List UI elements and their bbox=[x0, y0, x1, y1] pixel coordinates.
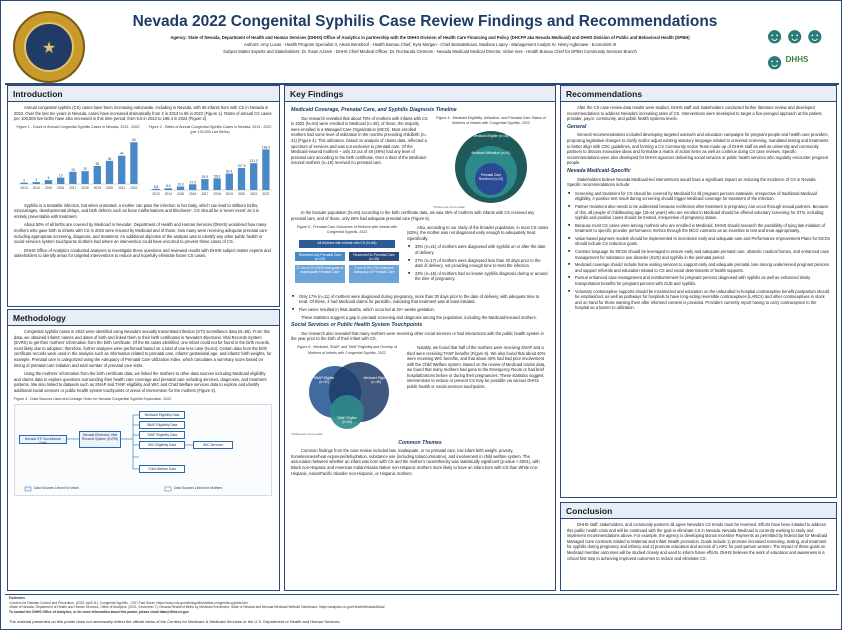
recommendations-paragraph-1: After the CS case review data results were studied, DHHS staff and stakeholders conducted further literature review and developed recommendations to address Nevada's increasing rates of CS. Interventions were developed to target a five-pronged approach at the patient, provider, payor, community, and public health systems levels. bbox=[567, 105, 823, 122]
x-tick-label: 2019 bbox=[93, 186, 101, 191]
flow5-top: All Mothers with Infants with CS (N=64) bbox=[299, 240, 395, 248]
methodology-title: Methodology bbox=[8, 310, 279, 326]
flow5-unknown: 2 out of 29 (7%) Unknown Adequacy of Prenatal Care bbox=[349, 265, 399, 283]
methodology-paragraph-2: Using the mothers' information from the birth certificate data, we linked the mothers to other data sources including Medicaid eligibility and claims data to explore questions surrounding their health care coverage and prenatal care including services, diagnoses, and treatment patterns. We also linked to datasets such as SNAP and TANF eligibility and WIC and Child Welfare services data to explore and identify additional social services or public health system touchpoints or areas of intervention for the mothers (Figure 3). bbox=[14, 371, 267, 393]
venn6-label-c: TANF Eligible (n=19) bbox=[337, 416, 357, 425]
bar-2014 bbox=[33, 182, 40, 184]
venn6-label-b: Medicaid Eligible (n=48) bbox=[363, 376, 389, 385]
x-tick-label: 2013 bbox=[20, 186, 28, 191]
figure-6-venn-diagram bbox=[291, 358, 403, 432]
venn4-label-a: Medicaid Eligible (n=48) bbox=[473, 133, 509, 138]
bar-value-label: 44 bbox=[119, 152, 124, 157]
x-tick-label: 2018 bbox=[213, 191, 221, 196]
bar-value-label: 80.4 bbox=[226, 169, 233, 174]
bar-2022 bbox=[130, 143, 137, 185]
diagnosis-bullet: ■ Only 17% (n=11) of mothers were diagnosed during pregnancy, more than 30 days prior to the date of delivery, with adequate time to treat. Of these, 4 had Medicaid claims for penicillin, indicating that treatment was at least initiated. bbox=[291, 294, 549, 305]
intro-paragraph-3: About 50% of all births are covered by Medicaid in Nevada². Department of Health and Human Services (DHHS) wondered how many mothers who gave birth to infants with CS in 2022 were insured by Medicaid and of those, how many were receiving adequate prenatal care including appropriate screening, diagnosis, and treatment. An additional objective of the analysis was to identify any other public health or social services system touchpoints mothers had where an intervention could have occurred to prevent these cases of CS. bbox=[14, 222, 268, 245]
flow-wic-eligibility: WIC Eligibility Data bbox=[139, 441, 185, 449]
bar-2014 bbox=[165, 188, 172, 190]
bar-2016 bbox=[57, 178, 64, 184]
x-tick-label: 2020 bbox=[237, 191, 246, 196]
x-tick-label: 2022 bbox=[130, 186, 138, 191]
diagnosis-bullet: ■ 23% (n=15) of mothers had no known syphilis diagnosis during or around the time of pregnancy. bbox=[407, 271, 549, 282]
diagnosis-bullet: ■ 27% (n=17) of mothers were diagnosed less than 30 days prior to the date of delivery, not providing enough time to treat the infection. bbox=[407, 258, 549, 269]
flow-medicaid-eligibility: Medicaid Eligibility Data bbox=[139, 411, 185, 419]
recommendation-bullet: ■ Partner treatment also needs to be addressed because reinfection after treatment in pregnancy can occur through sexual partners. Because of this, all people of childbearing age (15-44 years) who are enrolled in Medicaid should be offered voluntary screening for STIs, including syphilis and positive cases should be treated, irrespective of pregnancy status. bbox=[567, 204, 830, 221]
bar-value-label: 16.9 bbox=[177, 182, 184, 187]
conclusion-paragraph: DHHS staff, stakeholders, and community partners all agree Nevada's CS trends must be reversed. Efforts have been initiated to address this public health crisis and will be continued with the goal to eliminate CS in Nevada. Nevada Medicaid is currently working to study and implement recommendations above. For example, the agency is developing Bonus Incentive Payments as permitted by federal law for Medicaid Managed Care contracts related to Maternal and Infant Health promotion. Goals include 1) promote increased screening, testing, and treatment for syphilis during pregnancy and infancy and 2) promote education and access of LARC for post-partum women. The impact of these goals on Medicaid member outcomes will be studied closely and used to inform future efforts. DHHS believes the work of education and awareness is a critical first step to achieving improved outcomes to reduce and eliminate CS. bbox=[567, 522, 828, 561]
bar-2015 bbox=[177, 187, 184, 190]
key-findings-panel bbox=[284, 85, 556, 591]
bar-2018 bbox=[81, 172, 88, 185]
diagnosis-bullet: ■ Five cases resulted in fetal deaths, which occurred at 20+ weeks gestation. bbox=[291, 307, 549, 313]
key-findings-title: Key Findings bbox=[285, 86, 555, 102]
experts-line: Subject Matter Experts and Stakeholders: Dr. Ihsan Azzam - DHHS Chief Medical Officer, Dr. Rochanda Clemons - Nevada Medicaid Medical Director, Vickie Ives - Health Bureau Chief for DPBH Community Services Branch bbox=[223, 49, 637, 55]
key-findings-paragraph-6: Notably, we found that half of the mothers were receiving SNAP and a third were receiving TANF benefits (Figure 6). We also found that about 40% were receiving WIC benefits, and that about 40% had had prior involvement with the Child Welfare system. Based on the review of Medicaid claims data, we found that many mothers had gone to the Emergency Room or had brief hospitalizations before or during their pregnancies. These statistics suggest interventions to reduce or prevent CS may be possible via various DHHS public health or social services touchpoints. bbox=[407, 344, 546, 390]
legend-mothers: Data Sources Linked for Mothers bbox=[174, 486, 223, 491]
recommendation-bullet: ■ Because most CS cases were among mothers who are enrolled in Medicaid, DHHS should research the possibility of tying late initiation of treatment to specific provider performance metrics through the MCO contracts as an incentive to test and treat appropriately. bbox=[567, 223, 830, 234]
x-tick-label: 2017 bbox=[69, 186, 77, 191]
flow-snap-eligibility: SNAP Eligibility Data bbox=[139, 421, 185, 429]
bar-2013 bbox=[20, 183, 27, 184]
key-findings-paragraph-7: Common findings from the case review included late, inadequate, or no prenatal care, low infant birth weight, poverty, homelessness/heat exposure/dehydration, substance use (including tobacco/nicotine), and involvement in child welfare system. The association between whether an infant was born with CS and the mother's race/ethnicity was statistically significant (p-value <.0001), with Black non-Hispanic and American Indian/Alaska Native non-Hispanic mothers more likely to have an infant born with CS than White non-Hispanic, Asian/Pacific Islander non-Hispanic, or Hispanic mothers. bbox=[291, 448, 540, 476]
flow-evrs: Nevada Electronic Vital Records System (EVRS) bbox=[79, 431, 121, 448]
figure-2-bar-chart bbox=[146, 138, 274, 198]
figure-5-flowchart bbox=[291, 238, 403, 294]
key-findings-subheading-2: Social Services or Public Health System Touchpoints bbox=[291, 322, 423, 329]
bar-2016 bbox=[189, 184, 196, 190]
introduction-panel bbox=[7, 85, 280, 307]
bar-value-label: 2 bbox=[23, 179, 25, 184]
recommendations-panel bbox=[560, 85, 837, 498]
bar-2013 bbox=[152, 189, 159, 190]
footnotes-heading: Footnotes bbox=[9, 596, 25, 600]
key-findings-subheading-3: Common Themes bbox=[398, 439, 442, 446]
x-tick-label: 2016 bbox=[57, 186, 65, 191]
bar-2017 bbox=[201, 179, 208, 190]
key-findings-subheading-1: Medicaid Coverage, Prenatal Care, and Syphilis Diagnosis Timeline bbox=[291, 107, 457, 113]
recommendations-paragraph-2: General recommendations included developing targeted outreach and education campaigns for pregnant people and health care providers, proposing legislative changes to clarify and/or adjust existing statutory language related to universal screening, mandated testing and treatments to better align with CDC guidelines, and forming a CS Community Action Team made up of DHHS staff as well as university and community partners to discuss innovative ideas and formulate a matrix of action items as well as continue doing CS case reviews. Specific recommendations were also developed for DHHS agencies delivering social services or public health services who regularly encounter pregnant people. bbox=[567, 132, 829, 166]
figure-1-caption: Figure 1 - Count of Annual Congenital Syphilis Cases in Nevada, 2013 - 2022 bbox=[16, 124, 140, 129]
figure-3-flowchart bbox=[14, 404, 272, 496]
recommendation-bullet: ■ Contract language for MCOs should be leveraged to ensure early and adequate prenatal care, obstetric medical homes, and enhanced case management for substance use disorder (SUD) and syphilis in the perinatal period. bbox=[567, 249, 830, 260]
footnote-1: ¹Centers for Disease Control and Prevention. (2023, April 11). Congenital Syphilis - CDC Fact Sheet. https://www.cdc.gov/std/syphilis/stdfact-congenital-syphilis.htm bbox=[9, 600, 248, 605]
x-tick-label: 2013 bbox=[152, 191, 160, 196]
recommendation-bullet: ■ Medicaid coverage should include home visiting services to support early and adequate prenatal care among underserved pregnant persons and support referrals and education related to CS and social determinants of health supports. bbox=[567, 262, 830, 273]
intro-paragraph-4: DHHS Office of Analytics conducted analyses to investigate these questions and reviewed results with DHHS subject matter experts and stakeholders to identify areas for targeted interventions to reduce and hopefully eliminate future CS cases. bbox=[14, 247, 271, 259]
key-findings-paragraph-3: Also, according to our study of the broader population, in most CS cases (83%), the mother was not diagnosed early enough to adequately treat. Specifically: bbox=[407, 224, 549, 241]
flow-wic-services: WIC Services bbox=[193, 441, 233, 449]
introduction-title: Introduction bbox=[8, 86, 279, 102]
bar-value-label: 10 bbox=[58, 173, 63, 178]
bar-2021 bbox=[118, 156, 125, 184]
bar-2015 bbox=[45, 181, 52, 185]
figure-4-note: *Circles are not to scale bbox=[433, 204, 465, 209]
bar-2022 bbox=[262, 149, 269, 190]
bar-2018 bbox=[213, 178, 220, 190]
bar-value-label: 19 bbox=[71, 168, 75, 173]
bar-2020 bbox=[238, 168, 245, 190]
bar-2019 bbox=[226, 174, 233, 190]
agency-line: Agency: State of Nevada, Department of Health and Human Services (DHHS) Office of Analytics in partnership with the DHHS Division of Health Care Financing and Policy (DHCFP aka Nevada Medicaid) and DHHS Division of Public and Behavioral Health (DPBH) bbox=[170, 35, 690, 40]
x-tick-label: 2015 bbox=[176, 191, 185, 196]
dhhs-logo-text: DHHS bbox=[785, 55, 809, 64]
diagnosis-bullet: ■ 33% (n=21) of mothers were diagnosed with syphilis on or after the date of delivery. bbox=[407, 244, 549, 255]
bar-value-label: 107.5 bbox=[237, 163, 246, 168]
methodology-paragraph-1: Congenital syphilis cases in 2022 were identified using Nevada's sexually transmitted infection (STI) surveillance data (N=65). From this data, we obtained infants' names and dates of birth and linked them to their birth certificates in Nevada's Electronic Vital Records System (EVRS) to get their mothers' information from the birth certificate. Of the 65 cases identified, one infant could not be found in the birth records, most likely due to adoption; therefore, further analyses were performed based on a total of one less case (N=64). Certain data from the birth certificate records were used in the analysis such as information related to prenatal care, infants' gestational age, and infants' birth weights, for example. Prenatal care is categorized using the Adequacy of Prenatal Care Utilization Index, which calculates a summary score based on timing of prenatal care initiation and total number of prenatal care visits. bbox=[14, 329, 272, 368]
footnote-2: ²State of Nevada, Department of Health and Human Services, Office of Analytics. (2021, December 7). Nevada Resident Births by Medicaid Enrollment, State of Nevada and Nevada Medicaid Website Dashboard. https://analytics.nv.gov/Health/MedicaidData/ bbox=[9, 605, 385, 610]
key-findings-paragraph-1: Our research revealed that about 75% of mothers with infants with CS in 2022 (N=64) were enrolled in Medicaid (n=48); of those, the majority were enrolled in a Managed Care Organization (MCO). Most enrolled mothers had some level of utilization in the months preceding childbirth (n= 41) (Figure 4). This utilization, based on analysis of claims data, reflected a spectrum of services and was not exclusive to prenatal care. Of the Medicaid-insured mothers – only 22 out of 48 (46%) had any level of prenatal care according to the birth certificate. Over a third of the Medicaid-insured mothers (n=19) received no prenatal care. bbox=[291, 115, 428, 166]
dhhs-logo bbox=[757, 19, 837, 79]
flow5-no-care: Received No Prenatal Care (n=35) bbox=[349, 252, 399, 261]
disclaimer: The material presented on this poster does not necessarily reflect the official views of the Centers for Medicare & Medicaid Services or the U.S. Department of Health and Human Services. bbox=[9, 619, 341, 624]
recommendation-bullet: ■ Value-based payment models should be implemented to incentivize early and adequate care and Performance Improvement Plans for MCOs should include CS reduction goals. bbox=[567, 236, 830, 247]
key-findings-paragraph-5: Our research also revealed that many mothers were receiving other social services or had interactions with the public health system in the year prior to the birth of their infant with CS. bbox=[291, 330, 544, 342]
venn4-label-c: Prenatal Care Received (n=22) bbox=[478, 172, 504, 181]
bar-value-label: 3 bbox=[35, 178, 38, 183]
venn4-label-b: Medicaid Utilization (n=41) bbox=[471, 150, 511, 155]
intro-paragraph-2: Syphilis is a treatable infection, but when untreated, a mother can pass the infection to her baby, which can lead to stillborn births, miscarriages, developmental delays, and birth defects such as bone malformations and blindness¹. CS should be a 'never event' as it is entirely preventable with treatment. bbox=[14, 202, 259, 219]
poster-header bbox=[5, 5, 839, 85]
x-tick-label: 2015 bbox=[44, 186, 53, 191]
flow-sti-surveillance: Nevada STI Surveillance Data bbox=[19, 435, 67, 444]
x-tick-label: 2017 bbox=[201, 191, 209, 196]
figure-6-note: *Circles are not to scale bbox=[291, 432, 323, 437]
x-tick-label: 2022 bbox=[262, 191, 270, 196]
key-findings-paragraph-2: In the broader population (N=64) according to the birth certificate data, we saw 45% of mothers with infants with CS received any prenatal care, and of those, only 26% had adequate prenatal care (Figure 5). bbox=[291, 210, 535, 221]
methodology-panel bbox=[7, 309, 280, 591]
footnotes bbox=[5, 594, 839, 618]
bar-2017 bbox=[69, 172, 76, 184]
bar-2019 bbox=[94, 166, 101, 184]
x-tick-label: 2014 bbox=[32, 186, 40, 191]
bar-value-label: 5.8 bbox=[153, 184, 159, 189]
recommendations-paragraph-3: Stakeholders believe Nevada Medicaid-led interventions would have a significant impact on reducing the incidence of CS in Nevada. Specific recommendations include: bbox=[567, 176, 817, 188]
flow5-any-care: Received Any Prenatal Care (n=29) bbox=[295, 252, 345, 261]
x-tick-label: 2016 bbox=[189, 191, 197, 196]
x-tick-label: 2014 bbox=[164, 191, 172, 196]
x-tick-label: 2020 bbox=[105, 186, 114, 191]
x-tick-label: 2018 bbox=[81, 186, 89, 191]
flow5-adequacy: 27 out of 29 (93%) Adequate or Inadequate Prenatal Care bbox=[295, 265, 345, 283]
venn6-label-a: SNAP Eligible (n=32) bbox=[313, 376, 335, 385]
legend-infant: Data Sources Linked for Infant bbox=[34, 486, 79, 491]
flow-child-welfare: Child Welfare Data bbox=[139, 465, 185, 473]
conclusion-title: Conclusion bbox=[561, 503, 836, 519]
bar-2021 bbox=[250, 163, 257, 190]
figure-6-caption: Figure 6 - Medicaid, SNAP, and TANF Eligibility and Overlap of Mothers of Infants with Congenital Syphilis, 2022 bbox=[297, 344, 397, 355]
bar-value-label: 20 bbox=[83, 167, 87, 172]
bar-value-label: 36 bbox=[107, 157, 112, 162]
recommendations-title: Recommendations bbox=[561, 86, 836, 102]
figure-1-bar-chart bbox=[14, 132, 142, 192]
x-tick-label: 2019 bbox=[225, 191, 233, 196]
figure-5-caption: Figure 5 - Prenatal Care Outcomes of Mothers with Infants with Congenital Syphilis, 2022 bbox=[296, 224, 398, 235]
bar-value-label: 8.6 bbox=[166, 184, 171, 189]
authors-line: Authors: Amy Lucas - Health Program Specialist II, Alexis Benshoof - Health Bureau Chief, Kyra Morgan - Chief Biostatistician, Madison Lopey - Management Analyst IV, Henry Agbenawi - Economist III bbox=[243, 42, 616, 48]
contact-line: To contact the DHHS Office of Analytics, or for more information about this poster, please email data@dhhs.nv.gov bbox=[9, 609, 189, 614]
x-tick-label: 2021 bbox=[118, 186, 126, 191]
bar-value-label: 198.4 bbox=[261, 145, 270, 150]
figure-4-caption: Figure 4 - Medicaid Eligibility, Utilization, and Prenatal Care Status of Mothers of Infants with Congenital Syphilis, 2022 bbox=[436, 115, 546, 126]
bar-value-label: 65 bbox=[132, 138, 136, 143]
key-findings-paragraph-4: These statistics suggest a gap in prenatal screening and diagnosis among the population, including the Medicaid-insured mothers. bbox=[301, 314, 537, 320]
conclusion-panel bbox=[560, 502, 837, 591]
flow-tanf-eligibility: TANF Eligibility Data bbox=[139, 431, 185, 439]
nevada-state-seal-logo: ★ bbox=[13, 11, 85, 83]
bar-value-label: 6 bbox=[47, 176, 50, 181]
recommendations-subheading-general: General bbox=[567, 123, 587, 130]
recommendation-bullet: ■ Screening and treatment for CS should be covered by Medicaid for all pregnant persons statewide, irrespective of traditional Medicaid eligibility. A positive test result during screening should trigger Medicaid coverage for treatment of the infection. bbox=[567, 191, 830, 202]
poster-title: Nevada 2022 Congenital Syphilis Case Review Findings and Recommendations bbox=[132, 13, 718, 30]
bar-value-label: 56.9 bbox=[213, 174, 221, 179]
figure-2-caption: Figure 2 - Rates of Annual Congenital Syphilis Cases in Nevada, 2013 - 2022 (per 100,000 Live Births) bbox=[148, 124, 272, 135]
bar-value-label: 131.2 bbox=[249, 159, 258, 164]
bar-2020 bbox=[106, 161, 113, 184]
bar-value-label: 27.9 bbox=[189, 180, 196, 185]
recommendation-bullet: ■ Voluntary contraceptive supports should be incentivized and education on the unbundled in-hospital contraceptive benefit postpartum should be emphasized, as well as pathways for hospitals to have long-acting reversible contraceptives (LARCs) and other contraceptives in stock and on hand for those wanting them after informed consent is provided. Providers currently report having to carry contraception to the hospital as a barrier to utilization. bbox=[567, 289, 830, 311]
recommendations-subheading-medicaid: Nevada Medicaid-Specific bbox=[567, 167, 631, 174]
people-icon: ☻☻☻☻ bbox=[763, 23, 824, 74]
intro-paragraph-1: Annual congenital syphilis (CS) cases have been increasing nationwide, including in Nevada, with 65 infants born with CS in Nevada in 2022. Over the last ten years in Nevada, cases have increased dramatically from 2 in 2013 to 65 in 2022 (Figure 1). Rates of annual CS cases per 100,000 live births have also increased in this time period, from 5.8 in 2013 to 198.4 in 2022 (Figure 2). bbox=[14, 105, 272, 122]
figure-4-venn-diagram bbox=[433, 129, 549, 205]
bar-value-label: 53.5 bbox=[201, 175, 209, 180]
x-tick-label: 2021 bbox=[250, 191, 258, 196]
author-block bbox=[135, 34, 725, 56]
figure-3-caption: Figure 3 - Data Sources Used and Linkage Order for Nevada Congenital Syphilis Exploration, 2022 bbox=[14, 396, 172, 401]
recommendation-bullet: ■ Pursue enhanced case management and reimbursement for pregnant persons diagnosed with syphilis as well as enhanced timely transportation benefits for pregnant persons with SUD and syphilis. bbox=[567, 275, 830, 286]
bar-value-label: 28 bbox=[95, 162, 100, 167]
